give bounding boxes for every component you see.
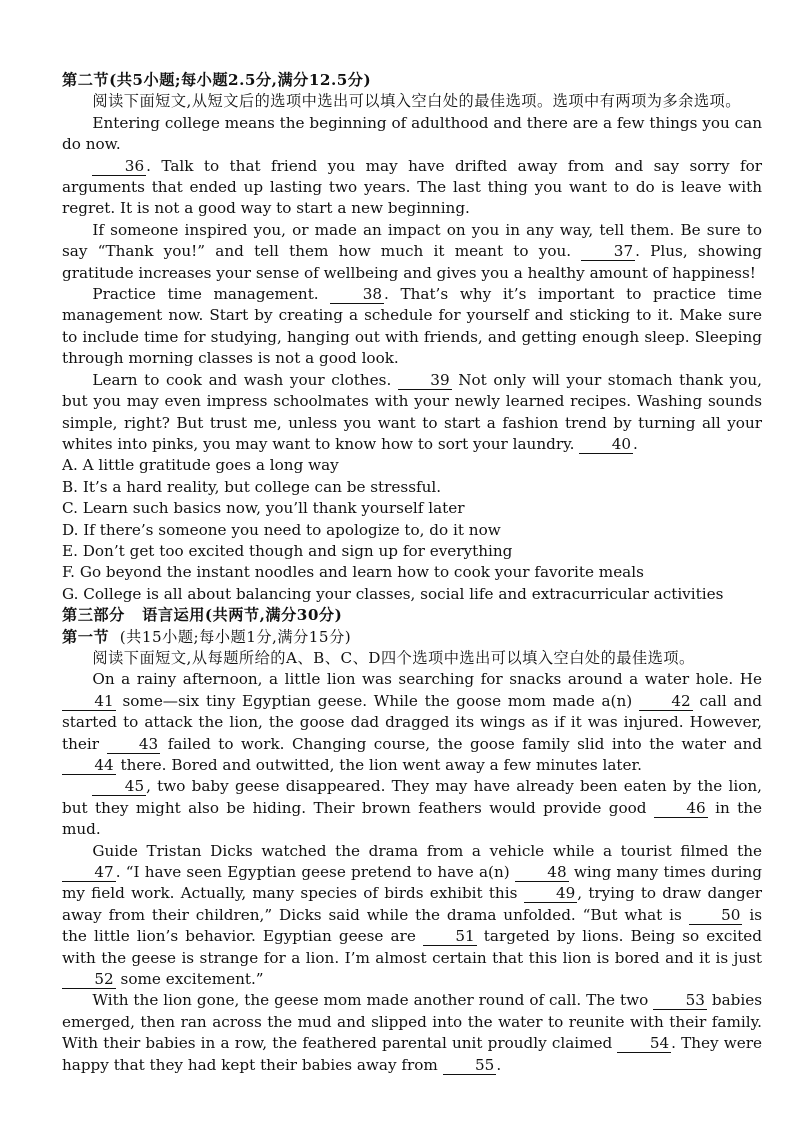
blank-40[interactable]: 40 (579, 435, 633, 454)
text: . (633, 434, 638, 453)
section2-title: 第二节 (62, 71, 110, 89)
section2-header (62, 70, 762, 91)
part3-title: 第三部分 (62, 606, 125, 625)
option-d: D. If there’s someone you need to apologize to, do it now (62, 520, 501, 539)
part3-header (62, 605, 762, 626)
part3-paragraph-2 (62, 776, 762, 840)
option-a: A. A little gratitude goes a long way (62, 456, 339, 475)
option-c: C. Learn such basics now, you’ll thank yourself later (62, 499, 465, 518)
blank-41[interactable]: 41 (62, 692, 116, 711)
text: in the mud. (62, 798, 763, 839)
blank-48[interactable]: 48 (515, 863, 569, 882)
blank-44[interactable]: 44 (62, 756, 116, 775)
text: . (496, 1055, 502, 1074)
text: targeted by lions. Being so excited with the geese is strange for a lion. I’m almost certain that this lion is bored and it is just (62, 927, 763, 967)
section2-paragraph-5 (62, 370, 762, 456)
blank-55[interactable]: 55 (443, 1056, 497, 1075)
text: babies emerged, then ran across the mud and slipped into the water to reunite with their family. With their babies in a row, the feathered parental unit proudly claimed (62, 991, 763, 1053)
blank-38[interactable]: 38 (330, 285, 384, 304)
section2-paragraph-1: Entering college means the beginning of adulthood and there are a few things you can do now. (62, 113, 762, 154)
blank-47[interactable]: 47 (62, 863, 116, 882)
text: there. Bored and outwitted, the lion went away a few minutes later. (120, 756, 642, 774)
text: wing many times during my field work. Actually, many species of birds exhibit this (62, 863, 762, 903)
text: some excitement.” (120, 970, 264, 989)
text: failed to work. Changing course, the goose family slid into the water and (167, 734, 763, 753)
section2-paragraph-4 (62, 284, 762, 370)
text: Guide Tristan Dicks watched the drama from a vehicle while a tourist filmed the (92, 841, 762, 860)
section2-paragraph-2 (62, 156, 762, 220)
text: Not only will your stomach thank you, but you may even impress schoolmates with your newly learned recipes. Washing sounds simple, right? But trust me, unless you want to start a fashion trend by turning all your whites into pinks, you may want to know how to sort your laundry. (62, 370, 763, 453)
blank-52[interactable]: 52 (62, 970, 116, 989)
blank-36[interactable]: 36 (92, 157, 146, 176)
text: . “I have seen Egyptian geese pretend to have a(n) (115, 863, 510, 882)
text: call and started to attack the lion, the goose dad dragged its wings as if it was injured. However, their (62, 691, 763, 753)
text: . Plus, showing gratitude increases your sense of wellbeing and gives you a healthy amount of happiness! (62, 242, 762, 282)
blank-43[interactable]: 43 (107, 735, 161, 754)
part3-paragraph-3 (62, 841, 762, 991)
options-list (62, 455, 762, 605)
blank-49[interactable]: 49 (524, 884, 578, 903)
option-e: E. Don’t get too excited though and sign up for everything (62, 541, 513, 560)
text: . Talk to that friend you may have drifted away from and say sorry for arguments that ended up lasting two years. The last thing you want to do is leave with regret. It is not a good way to start a new beginning. (62, 156, 762, 218)
blank-51[interactable]: 51 (423, 927, 477, 946)
part3-subtitle: 语言运用(共两节,满分30分) (142, 606, 343, 625)
part3-paragraph-1 (62, 669, 762, 776)
blank-45[interactable]: 45 (92, 777, 146, 796)
text: If someone inspired you, or made an impact on you in any way, tell them. Be sure to say “Thank you!” and tell them how much it meant to you. (62, 220, 762, 261)
text: , trying to draw danger away from their children,” Dicks said while the drama unfolded. “But what is (62, 884, 763, 924)
blank-50[interactable]: 50 (689, 906, 743, 925)
text: , two baby geese disappeared. They may have already been eaten by the lion, but they might also be hiding. Their brown feathers would provide good (62, 777, 762, 817)
blank-39[interactable]: 39 (398, 371, 452, 390)
text: some—six tiny Egyptian geese. While the goose mom made a(n) (122, 691, 633, 710)
blank-53[interactable]: 53 (653, 991, 707, 1010)
blank-46[interactable]: 46 (654, 799, 708, 818)
section2-detail: (共5小题;每小题2.5分,满分12.5分) (109, 71, 372, 89)
text: With the lion gone, the geese mom made another round of call. The two (92, 991, 649, 1010)
part3-section1-detail: (共15小题;每小题1分,满分15分) (119, 627, 352, 646)
part3-instruction: 阅读下面短文,从每题所给的A、B、C、D四个选项中选出可以填入空白处的最佳选项。 (92, 648, 695, 667)
blank-54[interactable]: 54 (617, 1034, 671, 1053)
part3-section1-title: 第一节 (62, 627, 110, 646)
blank-37[interactable]: 37 (581, 242, 635, 261)
option-g: G. College is all about balancing your classes, social life and extracurricular activities (62, 584, 724, 603)
option-b: B. It’s a hard reality, but college can be stressful. (62, 477, 442, 496)
section2-instruction: 阅读下面短文,从短文后的选项中选出可以填入空白处的最佳选项。选项中有两项为多余选项。 (92, 92, 741, 111)
text: Learn to cook and wash your clothes. (92, 370, 392, 389)
text: On a rainy afternoon, a little lion was searching for snacks around a water hole. He (92, 670, 762, 689)
part3-section1-header (62, 627, 762, 648)
section2-paragraph-3 (62, 220, 762, 284)
part3-paragraph-4 (62, 990, 762, 1076)
text: . They were happy that they had kept their babies away from (62, 1034, 762, 1074)
text: is the little lion’s behavior. Egyptian geese are (62, 905, 763, 946)
blank-42[interactable]: 42 (639, 692, 693, 711)
text: Practice time management. (92, 285, 319, 304)
text: . That’s why it’s important to practice time management now. Start by creating a schedule for yourself and sticking to it. Make sure to include time for studying, hanging out with friends, and getting enough sleep. Sleeping through morning classes is not a good look. (62, 285, 763, 368)
option-f: F. Go beyond the instant noodles and learn how to cook your favorite meals (62, 563, 644, 582)
